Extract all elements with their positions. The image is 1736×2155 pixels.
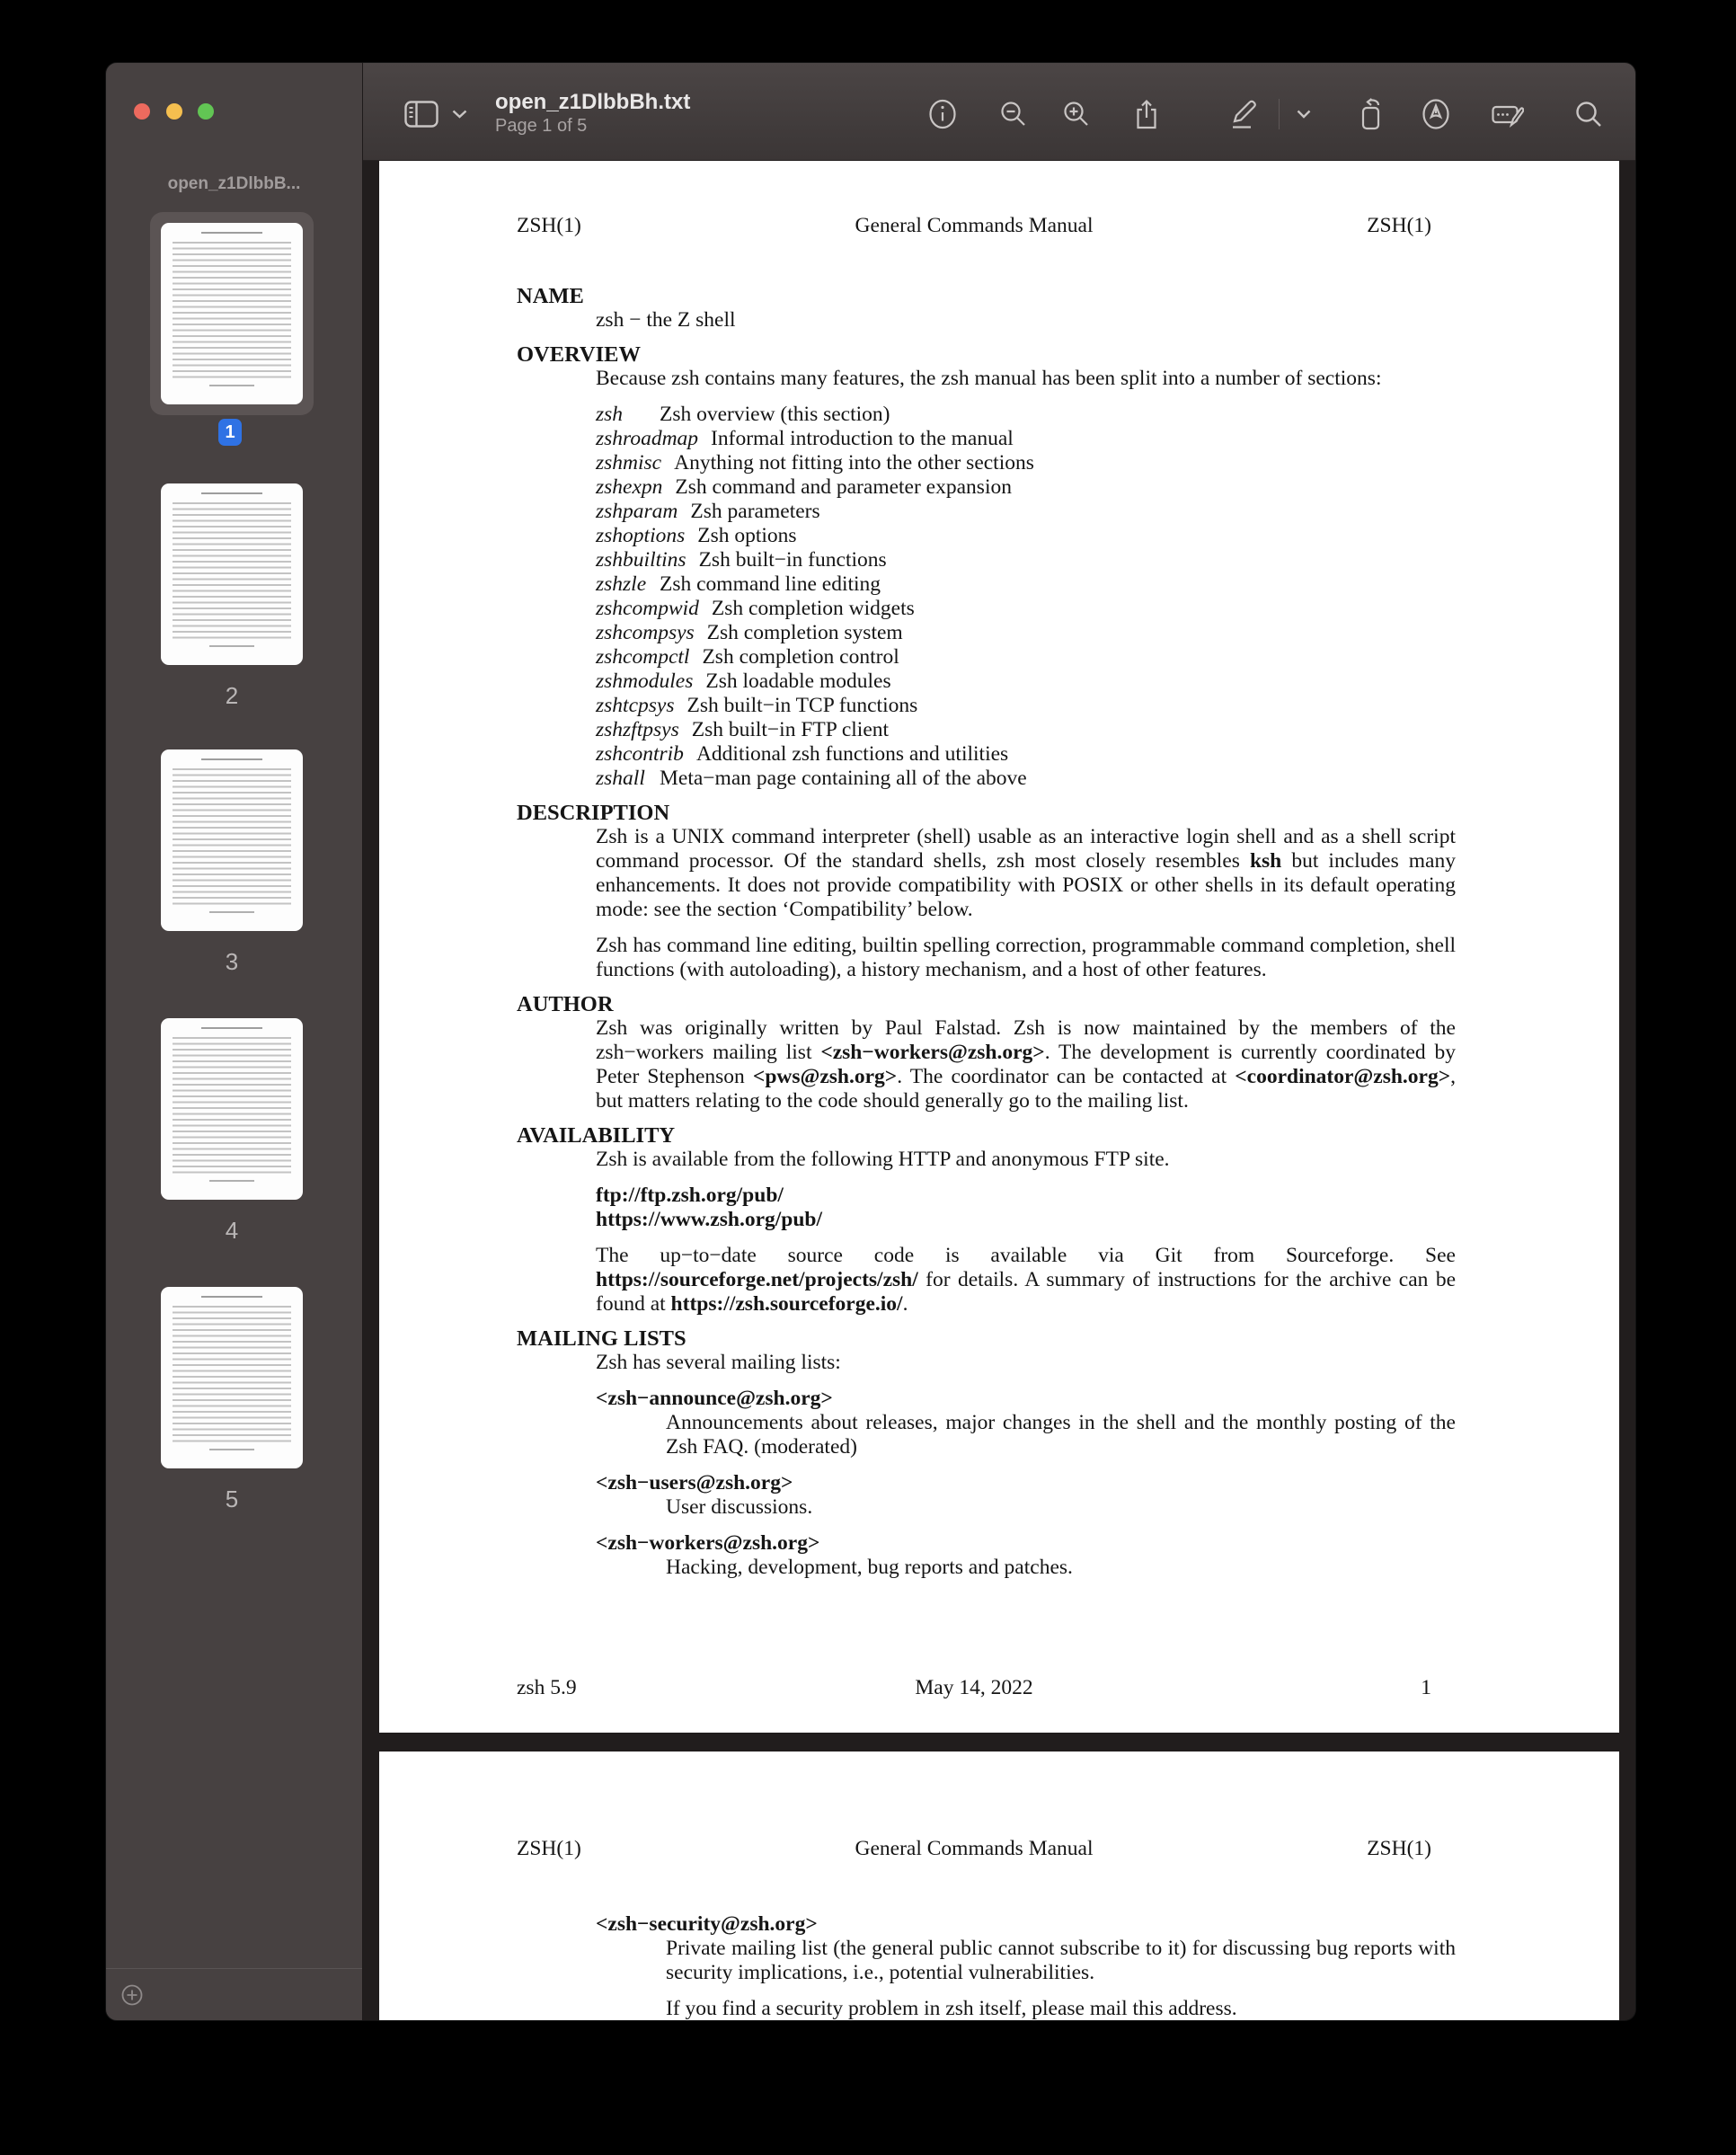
section-heading-author: AUTHOR	[517, 992, 614, 1016]
thumbnail-preview	[173, 492, 291, 656]
annotation-pen-icon	[1422, 98, 1450, 130]
availability-urls	[596, 1184, 1456, 1232]
info-icon	[928, 99, 957, 129]
description-paragraph-2: Zsh has command line editing, builtin spelling correction, programmable command completion, shell functions (with autoloading), a history mechanism, and a host of other features.	[596, 934, 1456, 981]
sidebar-toggle-button[interactable]	[402, 94, 441, 134]
document-page-2	[379, 1751, 1619, 2020]
zoom-window-button[interactable]	[198, 103, 214, 120]
document-scroll-area[interactable]	[363, 161, 1635, 2020]
thumbnail-page-4[interactable]	[161, 1018, 303, 1200]
mailing-intro: Zsh has several mailing lists:	[596, 1351, 841, 1374]
ftp-url: ftp://ftp.zsh.org/pub/	[596, 1184, 784, 1207]
section-heading-description: DESCRIPTION	[517, 801, 670, 825]
info-button[interactable]	[923, 94, 962, 134]
share-button[interactable]	[1127, 94, 1166, 134]
overview-row: zshcompwid Zsh completion widgets	[596, 597, 915, 620]
zoom-in-icon	[1062, 100, 1091, 129]
header-center: General Commands Manual	[855, 214, 1094, 237]
name-line: zsh − the Z shell	[596, 308, 736, 332]
sidebar-toggle-icon	[404, 101, 438, 128]
overview-row: zshall Meta−man page containing all of the above	[596, 767, 1027, 790]
overview-row: zshcompsys Zsh completion system	[596, 621, 903, 644]
footer-left: zsh 5.9	[517, 1676, 577, 1699]
overview-row: zshexpn Zsh command and parameter expansion	[596, 475, 1012, 499]
rotate-button[interactable]	[1353, 94, 1393, 134]
man-page-header	[517, 214, 1456, 238]
overview-row: zshmisc Anything not fitting into the other sections	[596, 451, 1034, 474]
thumbnail-preview	[173, 1296, 291, 1459]
zoom-out-button[interactable]	[994, 94, 1033, 134]
header-center: General Commands Manual	[855, 1837, 1094, 1860]
overview-row: zshzftpsys Zsh built−in FTP client	[596, 718, 890, 741]
page-number-label: 4	[225, 1217, 239, 1244]
overview-row: zsh Zsh overview (this section)	[596, 403, 890, 426]
rotate-icon	[1358, 98, 1388, 130]
mailing-list-entry: <zsh−users@zsh.org> User discussions.	[596, 1471, 813, 1519]
header-left: ZSH(1)	[517, 1837, 581, 1860]
page-number-label: 3	[225, 948, 239, 975]
sidebar-filename: open_z1DlbbB...	[167, 174, 301, 193]
plus-circle-icon	[121, 1984, 143, 2006]
chevron-down-icon	[452, 110, 467, 119]
overview-row: zshparam Zsh parameters	[596, 500, 820, 523]
overview-row: zshcompctl Zsh completion control	[596, 645, 899, 669]
overview-row: zshroadmap Informal introduction to the manual	[596, 427, 1014, 450]
mailing-list-entry: <zsh−announce@zsh.org> Announcements about releases, major changes in the shell and the monthly posting of the Zsh FAQ. (moderated)	[596, 1387, 1456, 1459]
markup-button[interactable]	[1224, 94, 1263, 134]
section-heading-overview: OVERVIEW	[517, 342, 641, 367]
header-right: ZSH(1)	[1367, 1837, 1431, 1860]
header-left: ZSH(1)	[517, 214, 581, 237]
man-page-header	[517, 1837, 1456, 1861]
sidebar	[106, 63, 363, 2020]
man-page-footer	[517, 1676, 1456, 1700]
overview-row: zshzle Zsh command line editing	[596, 572, 881, 596]
overview-row: zshtcpsys Zsh built−in TCP functions	[596, 694, 918, 717]
overview-list	[596, 403, 1456, 791]
thumbnail-page-3[interactable]	[161, 749, 303, 931]
description-paragraph-1: Zsh is a UNIX command interpreter (shell) usable as an interactive login shell and as a shell script command processor. Of the standard shells, zsh most closely resembles ksh but includes many enhancements. It does not provide compatibility with POSIX or other shells in its default operating mode: see the section ‘Compatibility’ below.	[596, 825, 1456, 921]
view-options-button[interactable]	[441, 94, 477, 134]
overview-row: zshbuiltins Zsh built−in functions	[596, 548, 887, 572]
availability-intro: Zsh is available from the following HTTP and anonymous FTP site.	[596, 1148, 1170, 1171]
footer-right: 1	[1421, 1676, 1431, 1699]
overview-row: zshoptions Zsh options	[596, 524, 797, 547]
markup-pencil-icon	[1229, 98, 1258, 130]
form-fill-button[interactable]	[1488, 94, 1528, 134]
page-number-label: 5	[225, 1485, 239, 1512]
mailing-list-entry-security: <zsh−security@zsh.org> Private mailing list (the general public cannot subscribe to it) for discussing bug reports with security implications, i.e., potential vulnerabilities. If you find a security problem in zsh itself, please mail this address.	[596, 1912, 1456, 2020]
share-icon	[1135, 99, 1158, 129]
page-indicator: Page 1 of 5	[495, 116, 588, 136]
search-icon	[1574, 100, 1603, 129]
zoom-in-button[interactable]	[1057, 94, 1096, 134]
page-number-badge: 1	[218, 419, 242, 446]
page-number-label: 2	[225, 682, 239, 709]
minimize-button[interactable]	[166, 103, 182, 120]
availability-paragraph: The up−to−date source code is available via Git from Sourceforge. See https://sourceforge.net/projects/zsh/ for details. A summary of instructions for the archive can be found at https://zsh.sourceforge.io/.	[596, 1244, 1456, 1316]
thumbnail-page-2[interactable]	[161, 483, 303, 665]
thumbnail-preview	[173, 1027, 291, 1191]
section-heading-availability: AVAILABILITY	[517, 1123, 676, 1148]
window-title-group	[495, 90, 690, 137]
overview-row: zshcontrib Additional zsh functions and utilities	[596, 742, 1009, 766]
section-heading-name: NAME	[517, 284, 584, 308]
markup-tools-button[interactable]	[1286, 94, 1322, 134]
thumbnail-page-1[interactable]	[161, 223, 303, 404]
form-fill-icon	[1492, 100, 1524, 129]
zoom-out-icon	[999, 100, 1028, 129]
search-button[interactable]	[1569, 94, 1608, 134]
header-right: ZSH(1)	[1367, 214, 1431, 237]
toolbar	[363, 63, 1635, 161]
document-page-1	[379, 161, 1619, 1733]
https-url: https://www.zsh.org/pub/	[596, 1208, 823, 1231]
overview-row: zshmodules Zsh loadable modules	[596, 670, 891, 693]
thumbnail-page-5[interactable]	[161, 1287, 303, 1468]
close-button[interactable]	[134, 103, 150, 120]
thumbnail-preview	[173, 758, 291, 922]
sidebar-bottom-bar	[106, 1968, 362, 2020]
footer-center: May 14, 2022	[915, 1676, 1033, 1699]
markup-chevron-icon	[1297, 110, 1311, 119]
overview-intro: Because zsh contains many features, the zsh manual has been split into a number of sections:	[596, 367, 1382, 390]
add-page-button[interactable]	[121, 1984, 143, 2006]
preview-window	[106, 63, 1635, 2020]
document-title: open_z1DlbbBh.txt	[495, 90, 691, 114]
mailing-list-entry: <zsh−workers@zsh.org> Hacking, development, bug reports and patches.	[596, 1531, 1073, 1579]
thumbnail-preview	[173, 232, 291, 395]
annotation-pen-button[interactable]	[1416, 94, 1456, 134]
author-paragraph: Zsh was originally written by Paul Falstad. Zsh is now maintained by the members of the zsh−workers mailing list <zsh−workers@zsh.org>. The development is currently coordinated by Peter Stephenson <pws@zsh.org>. The coordinator can be contacted at <coordinator@zsh.org>, but matters relating to the code should generally go to the mailing list.	[596, 1016, 1457, 1113]
toolbar-divider	[1279, 99, 1280, 129]
section-heading-mailing-lists: MAILING LISTS	[517, 1326, 686, 1351]
